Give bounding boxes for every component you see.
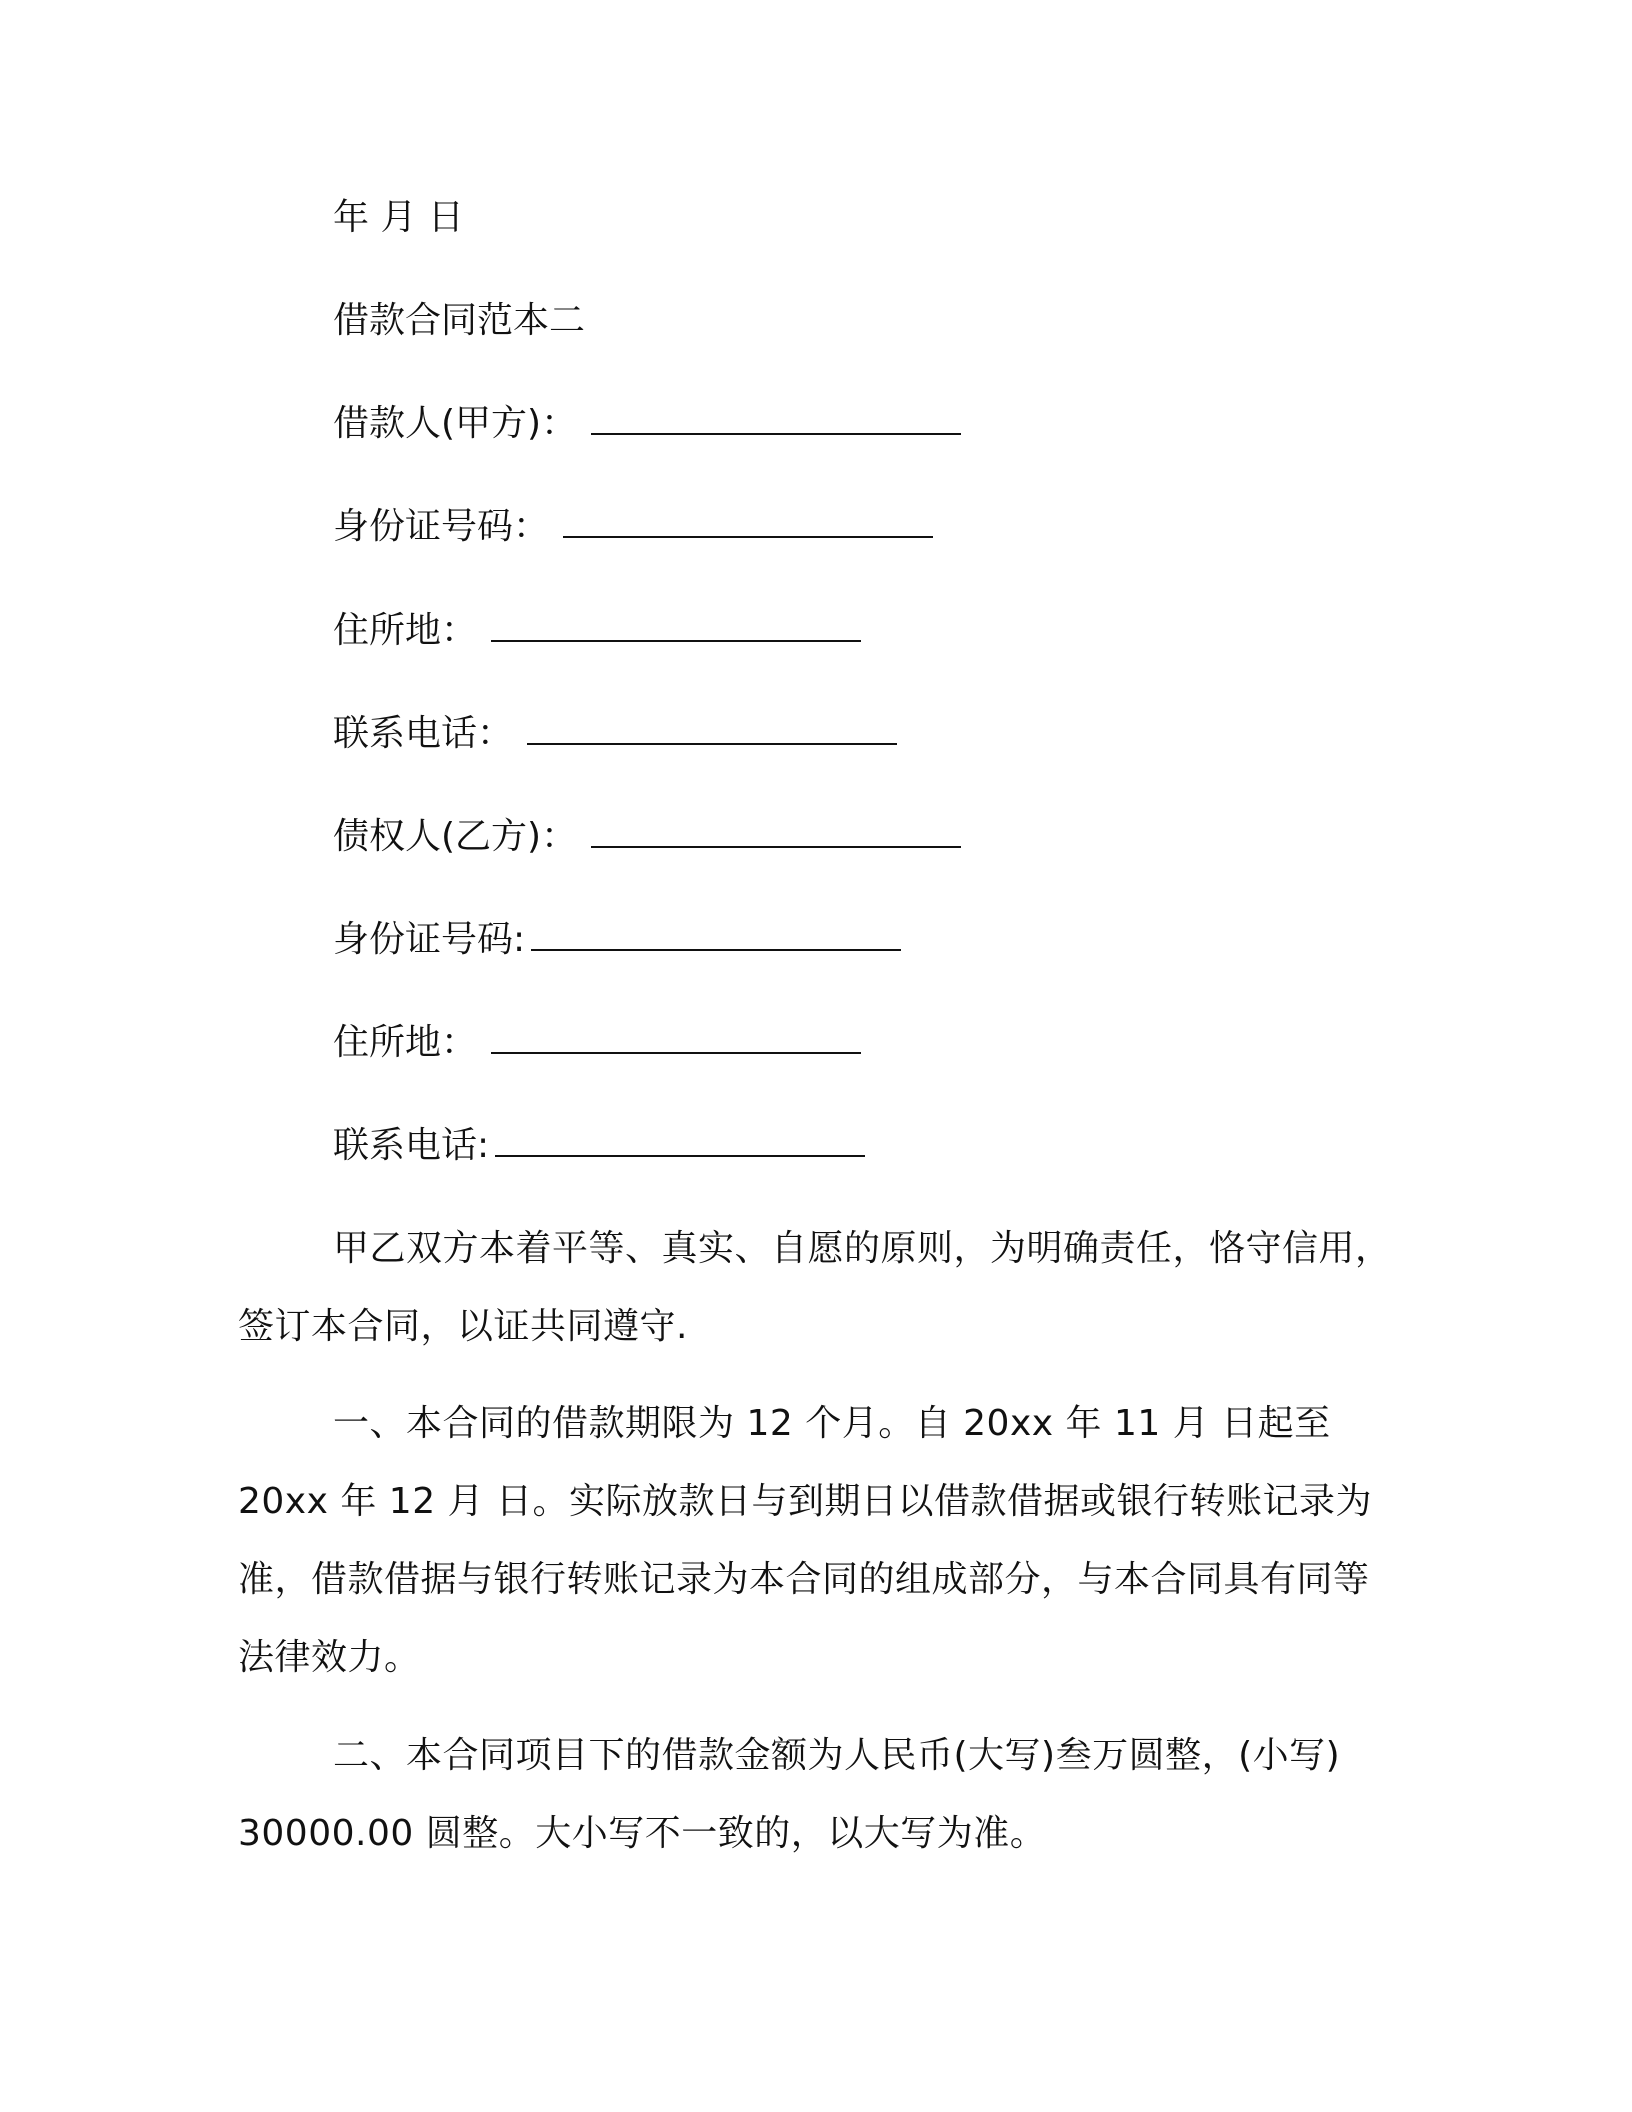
document-title: 借款合同范本二 — [333, 300, 586, 341]
borrower-label: 借款人(甲方)： — [333, 403, 578, 444]
date-line: 年 月 日 — [333, 197, 464, 238]
borrower-id-row — [333, 503, 933, 551]
creditor-address-row — [333, 1019, 861, 1067]
borrower-address-label: 住所地： — [333, 610, 478, 651]
creditor-label: 债权人(乙方)： — [333, 816, 578, 857]
borrower-address-row — [333, 607, 861, 655]
creditor-address-label: 住所地： — [333, 1022, 478, 1063]
creditor-id-blank — [531, 919, 901, 951]
creditor-row — [333, 813, 961, 861]
creditor-phone-label: 联系电话: — [333, 1125, 490, 1166]
preamble-paragraph: 甲乙双方本着平等、真实、自愿的原则，为明确责任，恪守信用，签订本合同，以证共同遵守. — [238, 1228, 1392, 1347]
clause-2-paragraph: 二、本合同项目下的借款金额为人民币(大写)叁万圆整，(小写) 30000.00 圆整。大小写不一致的，以大写为准。 — [238, 1735, 1341, 1854]
borrower-row — [333, 400, 961, 448]
borrower-address-blank — [491, 610, 861, 642]
creditor-address-blank — [491, 1022, 861, 1054]
borrower-blank — [591, 403, 961, 435]
creditor-phone-blank — [495, 1125, 865, 1157]
borrower-phone-blank — [527, 713, 897, 745]
borrower-phone-row — [333, 710, 897, 758]
creditor-id-label: 身份证号码: — [333, 919, 526, 960]
creditor-id-row — [333, 916, 901, 964]
creditor-phone-row — [333, 1122, 865, 1170]
borrower-phone-label: 联系电话： — [333, 713, 514, 754]
borrower-id-blank — [563, 506, 933, 538]
clause-1-paragraph: 一、本合同的借款期限为 12 个月。自 20xx 年 11 月 日起至 20xx 年 12 月 日。实际放款日与到期日以借款借据或银行转账记录为准，借款借据与银行转账记录为本合同的组成部分，与本合同具有同等法律效力。 — [238, 1403, 1373, 1678]
creditor-blank — [591, 816, 961, 848]
borrower-id-label: 身份证号码： — [333, 506, 550, 547]
